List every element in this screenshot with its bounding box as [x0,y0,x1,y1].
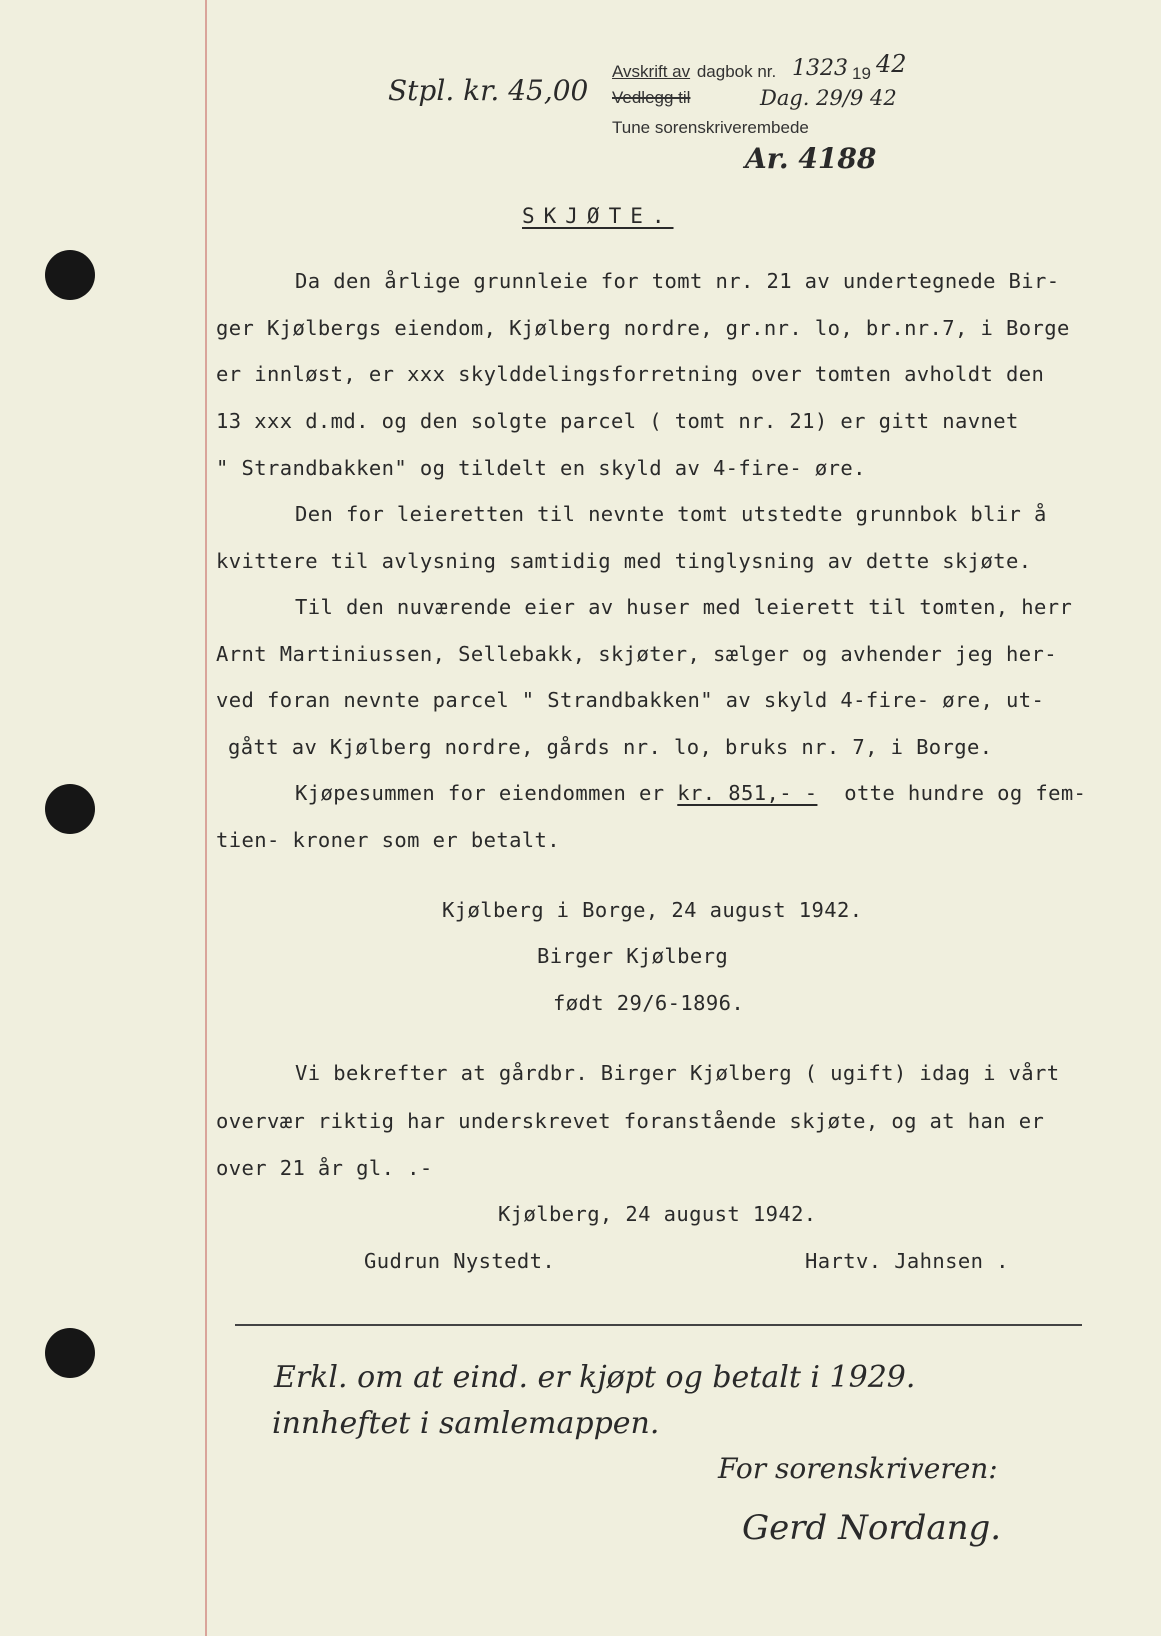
section-divider [235,1324,1082,1326]
document-title: SKJØTE. [522,204,674,228]
dagbok-number: 1323 [792,56,848,81]
price-amount: kr. 851,- - [677,781,818,805]
body-line: kvittere til avlysning samtidig med tinglysning av dette skjøte. [216,549,1032,573]
body-line: ved foran nevnte parcel " Strandbakken" av skyld 4-fire- øre, ut- [216,688,1045,712]
price-words: otte hundre og fem- [844,781,1087,805]
body-line: Da den årlige grunnleie for tomt nr. 21 av undertegnede Bir- [295,269,1060,293]
body-line: Til den nuværende eier av huser med leierett til tomten, herr [295,595,1073,619]
punch-hole [45,1328,95,1378]
registry-stamp-line1 [612,62,776,82]
year-prefix: 19 [852,64,871,83]
price-label: Kjøpesummen for eiendommen er [295,781,665,805]
seller-birthdate: født 29/6-1896. [553,991,745,1015]
body-line: gått av Kjølberg nordre, gårds nr. lo, bruks nr. 7, i Borge. [228,735,993,759]
stamp-dagbok-label: dagbok nr. [696,62,777,81]
body-line: Arnt Martiniussen, Sellebakk, skjøter, sælger og avhender jeg her- [216,642,1057,666]
archive-reference: Ar. 4188 [745,142,877,175]
punch-hole [45,250,95,300]
handwritten-signature: Gerd Nordang. [742,1508,1002,1548]
body-line: Den for leieretten til nevnte tomt utstedte grunnbok blir å [295,502,1047,526]
office-name: Tune sorenskriverembede [612,118,809,137]
seller-name: Birger Kjølberg [537,944,729,968]
handwritten-note-line: innheftet i samlemappen. [272,1406,660,1441]
handwritten-note-line: For sorenskriveren: [718,1452,998,1485]
place-date: Kjølberg i Borge, 24 august 1942. [442,898,863,922]
body-line: ger Kjølbergs eiendom, Kjølberg nordre, gr.nr. lo, br.nr.7, i Borge [216,316,1070,340]
handwritten-note-line: Erkl. om at eind. er kjøpt og betalt i 1929. [274,1360,916,1395]
body-line: er innløst, er xxx skylddelingsforretning over tomten avholdt den [216,362,1045,386]
price-line [295,783,1086,804]
stamp-struck-label: Vedlegg til [612,88,691,107]
stamp-duty-note: Stpl. kr. 45,00 [388,74,589,107]
dag-date: Dag. 29/9 42 [760,86,897,110]
year-suffix: 42 [876,50,907,78]
body-line: 13 xxx d.md. og den solgte parcel ( tomt nr. 21) er gitt navnet [216,409,1019,433]
punch-hole [45,784,95,834]
witness-line: overvær riktig har underskrevet foranstående skjøte, og at han er [216,1109,1045,1133]
witness-line: Vi bekrefter at gårdbr. Birger Kjølberg ( ugift) idag i vårt [295,1061,1060,1085]
body-line: " Strandbakken" og tildelt en skyld av 4-fire- øre. [216,456,866,480]
margin-rule [205,0,207,1636]
body-line: tien- kroner som er betalt. [216,828,561,852]
witness-name: Gudrun Nystedt. [364,1249,556,1273]
stamp-copy-label: Avskrift av [612,62,691,81]
witness-name: Hartv. Jahnsen . [805,1249,1009,1273]
witness-line: over 21 år gl. .- [216,1156,433,1180]
witness-place-date: Kjølberg, 24 august 1942. [498,1202,817,1226]
